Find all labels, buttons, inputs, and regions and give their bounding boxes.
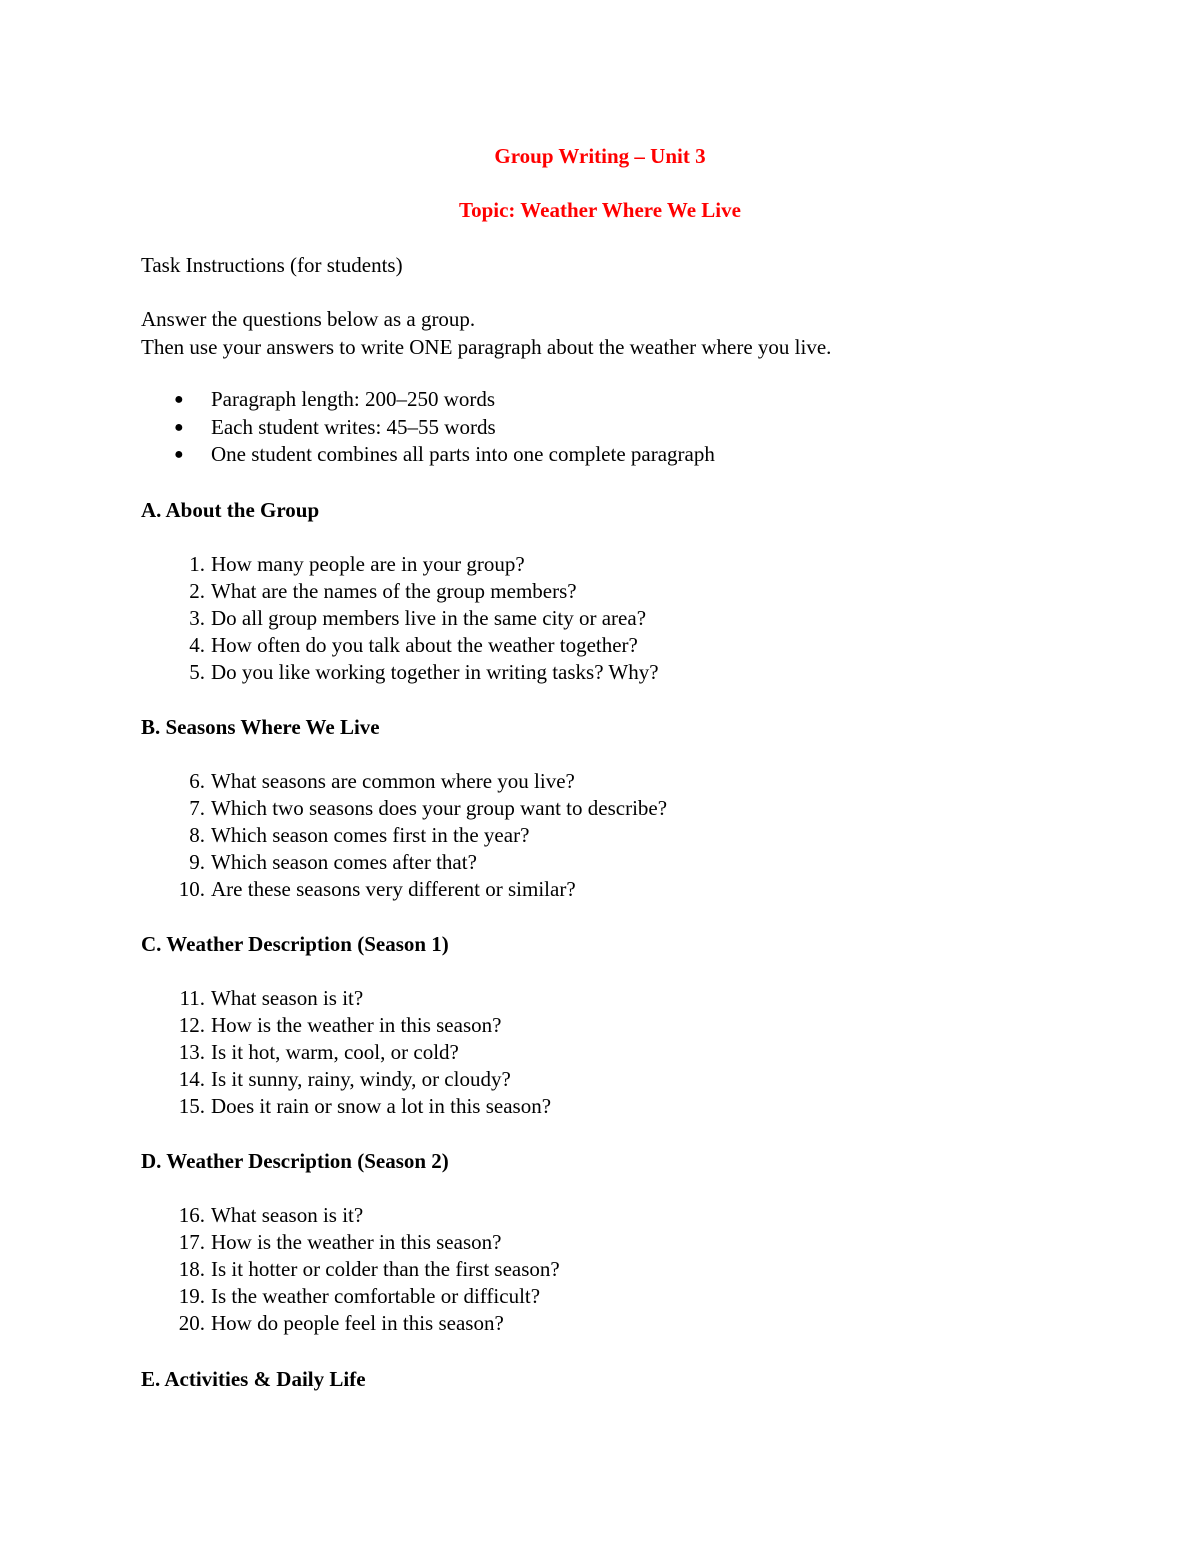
question-number: 5. xyxy=(189,660,205,684)
question-number: 11. xyxy=(179,986,205,1010)
question-text: How is the weather in this season? xyxy=(211,1013,502,1037)
question-text: Do all group members live in the same city or area? xyxy=(211,606,647,630)
question-number: 20. xyxy=(178,1311,205,1335)
question-text: Which season comes after that? xyxy=(211,850,477,874)
question-number: 15. xyxy=(178,1094,205,1118)
question-number: 12. xyxy=(178,1013,205,1037)
question-text: What seasons are common where you live? xyxy=(211,769,575,793)
document-topic: Topic: Weather Where We Live xyxy=(459,198,741,222)
question-number: 9. xyxy=(189,850,205,874)
question-number: 6. xyxy=(189,769,205,793)
question-number: 3. xyxy=(189,606,205,630)
question-number: 2. xyxy=(189,579,205,603)
requirement-text: Paragraph length: 200–250 words xyxy=(211,387,496,411)
question-text: How many people are in your group? xyxy=(211,552,525,576)
question-number: 1. xyxy=(189,552,205,576)
question-text: How is the weather in this season? xyxy=(211,1230,502,1254)
requirement-text: Each student writes: 45–55 words xyxy=(211,414,496,439)
question-text: Which two seasons does your group want to describe? xyxy=(211,796,668,820)
question-number: 16. xyxy=(178,1203,205,1227)
section-heading: E. Activities & Daily Life xyxy=(141,1367,366,1391)
question-text: What are the names of the group members? xyxy=(211,579,577,603)
section-heading: A. About the Group xyxy=(141,498,320,522)
question-text: What season is it? xyxy=(211,1203,364,1227)
instruction-line: Then use your answers to write ONE paragraph about the weather where you live. xyxy=(141,335,832,359)
bullet-icon: ● xyxy=(174,391,184,408)
task-instructions-label: Task Instructions (for students) xyxy=(141,253,403,277)
question-text: Which season comes first in the year? xyxy=(211,823,530,847)
question-number: 17. xyxy=(178,1230,205,1254)
bullet-icon: ● xyxy=(174,418,184,436)
question-number: 18. xyxy=(178,1257,205,1281)
question-text: Is the weather comfortable or difficult? xyxy=(211,1284,541,1308)
question-text: How often do you talk about the weather together? xyxy=(211,633,638,657)
question-number: 19. xyxy=(178,1284,205,1308)
requirement-text: One student combines all parts into one complete paragraph xyxy=(211,442,715,466)
question-text: Is it sunny, rainy, windy, or cloudy? xyxy=(211,1067,511,1091)
question-number: 14. xyxy=(178,1067,205,1091)
question-text: Do you like working together in writing tasks? Why? xyxy=(211,660,659,684)
section-heading: D. Weather Description (Season 2) xyxy=(141,1149,449,1173)
question-text: How do people feel in this season? xyxy=(211,1311,504,1335)
document-title: Group Writing – Unit 3 xyxy=(494,144,706,168)
question-text: Is it hot, warm, cool, or cold? xyxy=(211,1040,459,1064)
question-number: 8. xyxy=(189,823,205,847)
instruction-line: Answer the questions below as a group. xyxy=(141,307,476,331)
question-number: 4. xyxy=(189,633,205,657)
question-text: Is it hotter or colder than the first season? xyxy=(211,1257,560,1281)
question-number: 13. xyxy=(178,1040,205,1064)
question-text: Does it rain or snow a lot in this season? xyxy=(211,1094,552,1118)
question-text: Are these seasons very different or similar? xyxy=(211,877,576,901)
question-text: What season is it? xyxy=(211,986,364,1010)
bullet-icon: ● xyxy=(174,446,184,463)
section-heading: B. Seasons Where We Live xyxy=(141,715,380,739)
question-number: 10. xyxy=(178,877,205,901)
question-number: 7. xyxy=(189,796,205,820)
section-heading: C. Weather Description (Season 1) xyxy=(141,932,449,956)
